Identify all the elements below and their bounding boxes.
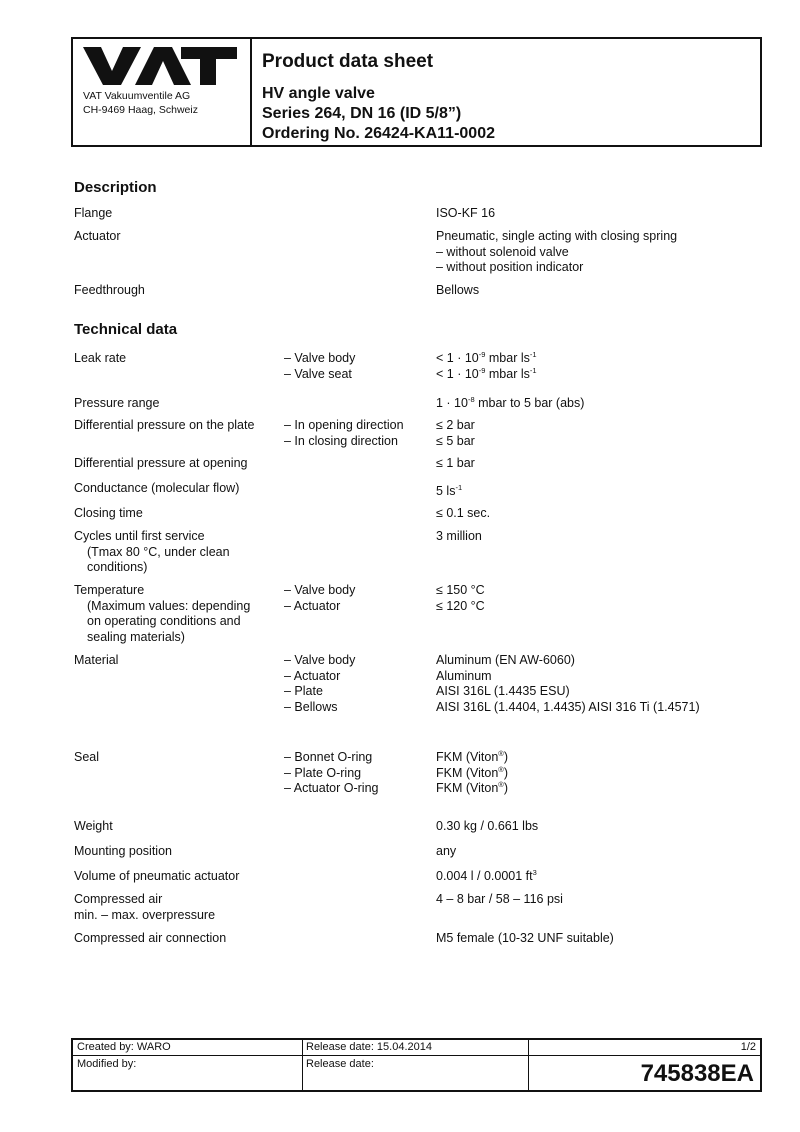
conductance-exponent: -1 (455, 483, 463, 492)
seal-value (436, 766, 766, 782)
cycles-label-line: conditions) (87, 560, 148, 574)
temperature-values (436, 583, 766, 614)
release-date-first: Release date: 15.04.2014 (306, 1041, 432, 1053)
registered-mark: ® (498, 780, 504, 789)
seal-values (436, 750, 766, 797)
differential-pressure-value: ≤ 2 bar (436, 418, 475, 432)
differential-pressure-values (436, 418, 766, 449)
differential-pressure-sub: – In closing direction (284, 433, 398, 448)
temperature-sub: – Actuator (284, 598, 341, 613)
material-value: Aluminum (EN AW-6060) (436, 653, 575, 667)
actuator-volume-value (436, 869, 766, 885)
flange-label: Flange (74, 206, 113, 220)
leak-value-unit: mbar ls (485, 351, 530, 365)
temperature-value: ≤ 150 °C (436, 583, 485, 597)
product-series: Series 264, DN 16 (ID 5/8”) (262, 105, 462, 122)
feedthrough-value: Bellows (436, 283, 480, 297)
cycles-label-line: Cycles until first service (74, 529, 205, 543)
material-sub: – Actuator (284, 668, 341, 683)
title-block (252, 39, 760, 145)
actuator-value-line: Pneumatic, single acting with closing spring (436, 229, 678, 243)
footer-table (71, 1038, 762, 1092)
seal-paren: ) (503, 765, 508, 780)
temperature-label (74, 583, 279, 645)
temperature-label-line: on operating conditions and (87, 614, 241, 628)
seal-sub: – Bonnet O-ring (284, 750, 373, 764)
differential-pressure-label: Differential pressure on the plate (74, 418, 255, 432)
document-number: 745838EA (640, 1060, 754, 1087)
material-subitems (284, 653, 429, 715)
mounting-position-value: any (436, 844, 457, 858)
leak-rate-sub: – Valve seat (284, 366, 352, 381)
material-value: AISI 316L (1.4404, 1.4435) AISI 316 Ti (1.4571) (436, 699, 700, 714)
seal-value (436, 781, 766, 797)
created-by: Created by: WARO (77, 1041, 171, 1053)
leak-value-exponent: -9 (478, 350, 486, 359)
volume-exponent: 3 (532, 868, 537, 877)
registered-mark: ® (498, 749, 504, 758)
material-sub: – Bellows (284, 699, 338, 714)
actuator-value (436, 229, 766, 276)
header-box (71, 37, 762, 147)
seal-value (436, 750, 766, 766)
technical-data-heading: Technical data (74, 321, 178, 338)
mounting-position-label: Mounting position (74, 844, 172, 858)
ordering-number: Ordering No. 26424-KA11-0002 (262, 125, 495, 142)
company-location: CH-9469 Haag, Schweiz (83, 104, 198, 116)
temperature-label-line: (Maximum values: depending (87, 598, 251, 613)
leak-rate-subitems (284, 351, 429, 382)
seal-material: FKM (Viton (436, 765, 499, 780)
air-connection-value: M5 female (10-32 UNF suitable) (436, 931, 614, 945)
seal-subitems (284, 750, 429, 797)
leak-value-exponent: -9 (478, 365, 486, 375)
cycles-value: 3 million (436, 529, 482, 543)
pressure-range-label: Pressure range (74, 396, 160, 410)
temperature-value: ≤ 120 °C (436, 598, 485, 613)
volume-base: 0.004 l / 0.0001 ft (436, 869, 533, 883)
seal-material: FKM (Viton (436, 750, 499, 764)
closing-time-value: ≤ 0.1 sec. (436, 506, 491, 520)
material-values (436, 653, 766, 715)
footer-divider (302, 1040, 303, 1090)
seal-sub: – Actuator O-ring (284, 781, 379, 795)
weight-value: 0.30 kg / 0.661 lbs (436, 819, 539, 833)
temperature-sub: – Valve body (284, 583, 356, 597)
cycles-label (74, 529, 279, 576)
seal-material: FKM (Viton (436, 781, 499, 795)
leak-value-base: < 1 · 10 (436, 351, 479, 365)
temperature-label-line: sealing materials) (87, 629, 185, 644)
temperature-label-line: Temperature (74, 583, 145, 597)
pressure-base: 1 · 10 (436, 396, 468, 410)
differential-pressure-value: ≤ 5 bar (436, 433, 475, 448)
footer-divider (528, 1040, 529, 1090)
registered-mark: ® (498, 764, 504, 774)
closing-time-label: Closing time (74, 506, 143, 520)
cycles-label-line: (Tmax 80 °C, under clean (87, 544, 230, 559)
seal-label: Seal (74, 750, 100, 764)
description-heading: Description (74, 179, 157, 196)
company-block (73, 39, 252, 145)
product-name: HV angle valve (262, 85, 375, 102)
pressure-range-value (436, 396, 766, 412)
seal-paren: ) (503, 781, 508, 795)
document-title: Product data sheet (262, 51, 434, 72)
company-address (83, 89, 198, 117)
actuator-volume-label: Volume of pneumatic actuator (74, 869, 240, 883)
material-value: Aluminum (436, 668, 492, 683)
material-label: Material (74, 653, 119, 667)
company-name: VAT Vakuumventile AG (83, 90, 191, 102)
footer-divider (73, 1055, 528, 1056)
conductance-base: 5 ls (436, 484, 456, 498)
flange-value: ISO-KF 16 (436, 206, 496, 220)
page-number: 1/2 (740, 1041, 756, 1053)
compressed-air-label-line: Compressed air (74, 892, 163, 906)
feedthrough-label: Feedthrough (74, 283, 145, 297)
differential-pressure-sub: – In opening direction (284, 418, 404, 432)
seal-sub: – Plate O-ring (284, 765, 362, 780)
material-sub: – Valve body (284, 653, 356, 667)
leak-unit-exponent: -1 (529, 350, 537, 359)
differential-pressure-opening-value: ≤ 1 bar (436, 456, 475, 470)
leak-unit-exponent: -1 (529, 365, 537, 375)
weight-label: Weight (74, 819, 113, 833)
leak-rate-values (436, 351, 766, 382)
actuator-value-line: – without solenoid valve (436, 244, 569, 259)
actuator-label: Actuator (74, 229, 121, 243)
leak-rate-label: Leak rate (74, 351, 127, 365)
conductance-label: Conductance (molecular flow) (74, 481, 240, 495)
material-sub: – Plate (284, 684, 323, 698)
leak-rate-sub: – Valve body (284, 351, 356, 365)
leak-rate-value (436, 367, 766, 383)
differential-pressure-subitems (284, 418, 429, 449)
modified-by: Modified by: (77, 1058, 137, 1070)
compressed-air-label-line: min. – max. overpressure (74, 907, 216, 922)
compressed-air-label (74, 892, 279, 923)
pressure-exponent: -8 (467, 395, 475, 404)
temperature-subitems (284, 583, 429, 614)
material-value: AISI 316L (1.4435 ESU) (436, 684, 570, 698)
compressed-air-value: 4 – 8 bar / 58 – 116 psi (436, 892, 563, 906)
leak-value-base: < 1 · 10 (436, 366, 479, 381)
air-connection-label: Compressed air connection (74, 931, 227, 945)
footer-divider (528, 1055, 760, 1056)
actuator-value-line: – without position indicator (436, 260, 584, 274)
release-date-second: Release date: (306, 1058, 374, 1070)
leak-rate-value (436, 351, 766, 367)
seal-paren: ) (503, 750, 508, 764)
leak-value-unit: mbar ls (485, 366, 530, 381)
conductance-value (436, 484, 766, 500)
pressure-unit: mbar to 5 bar (abs) (474, 396, 585, 410)
differential-pressure-opening-label: Differential pressure at opening (74, 456, 248, 470)
vat-logo (83, 47, 237, 85)
